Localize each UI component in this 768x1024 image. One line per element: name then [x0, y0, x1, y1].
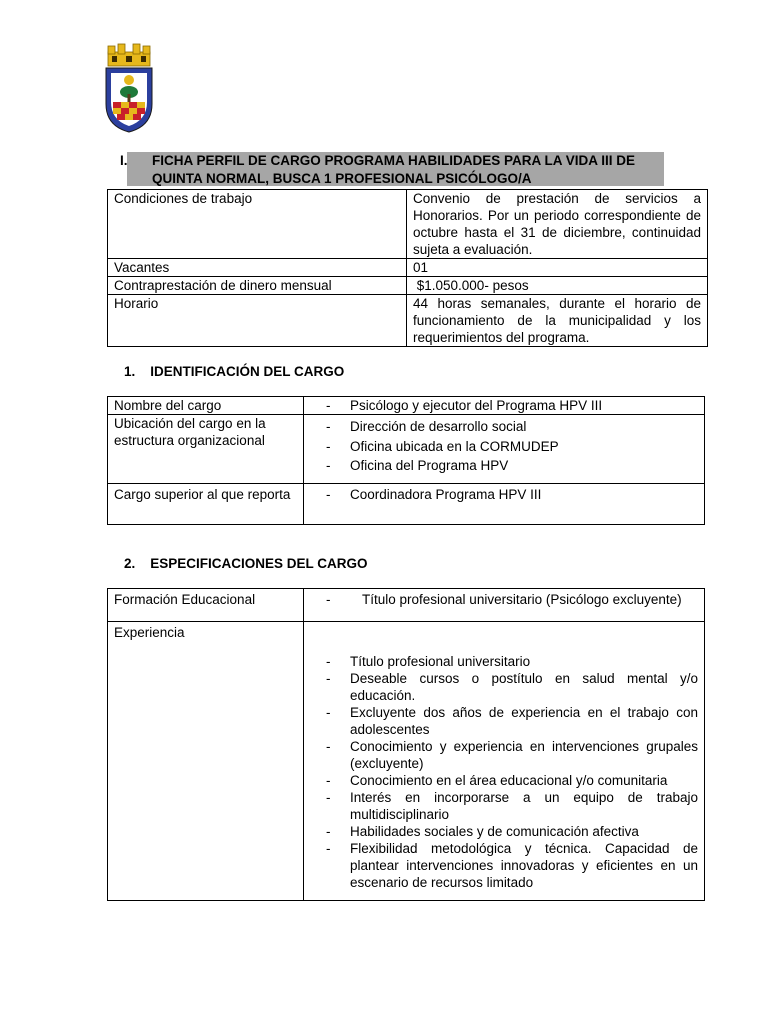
condition-label: Contraprestación de dinero mensual — [108, 277, 407, 295]
table-row — [108, 259, 708, 277]
table-row — [108, 415, 705, 484]
specifications-table — [107, 588, 705, 901]
field-list — [304, 417, 704, 476]
condition-value: Convenio de prestación de servicios a Honorarios. Por un periodo correspondiente de octubre hasta el 31 de diciembre, continuidad sujeta a evaluación. — [407, 190, 708, 259]
list-item: - Dirección de desarrollo social — [326, 419, 527, 434]
list-item: - Interés en incorporarse a un equipo de trabajo multidisciplinario — [326, 790, 698, 822]
list-item: - Habilidades sociales y de comunicación afectiva — [326, 824, 639, 839]
condition-label: Condiciones de trabajo — [108, 190, 407, 259]
field-list — [304, 397, 704, 414]
title-number: I. — [120, 153, 128, 168]
field-list — [304, 486, 704, 503]
identification-table — [107, 396, 705, 525]
title-line-2: QUINTA NORMAL, BUSCA 1 PROFESIONAL PSICÓLOGO/A — [152, 171, 532, 186]
condition-value: 01 — [407, 259, 708, 277]
list-item: - Conocimiento en el área educacional y/o comunitaria — [326, 773, 668, 788]
table-row — [108, 190, 708, 259]
table-row — [108, 622, 705, 901]
list-item: - Psicólogo y ejecutor del Programa HPV III — [326, 398, 603, 413]
condition-value: 44 horas semanales, durante el horario de funcionamiento de la municipalidad y los requerimientos del programa. — [407, 295, 708, 347]
list-item: - Oficina ubicada en la CORMUDEP — [326, 438, 559, 454]
list-item: - Título profesional universitario (Psicólogo excluyente) — [326, 592, 682, 607]
field-label: Cargo superior al que reporta — [108, 484, 304, 525]
conditions-table — [107, 189, 708, 347]
field-label: Ubicación del cargo en la estructura organizacional — [108, 415, 304, 484]
field-list — [304, 591, 704, 608]
table-row — [108, 277, 708, 295]
condition-label: Vacantes — [108, 259, 407, 277]
section-1-heading: 1. IDENTIFICACIÓN DEL CARGO — [124, 364, 345, 379]
field-label: Nombre del cargo — [108, 397, 304, 415]
field-label: Experiencia — [108, 622, 304, 901]
list-item: - Título profesional universitario — [326, 654, 531, 669]
municipal-coat-of-arms — [104, 42, 154, 134]
list-item: - Conocimiento y experiencia en intervenciones grupales (excluyente) — [326, 739, 698, 771]
table-row — [108, 397, 705, 415]
field-list — [304, 653, 698, 891]
list-item: - Coordinadora Programa HPV III — [326, 487, 542, 502]
list-item: - Oficina del Programa HPV — [326, 458, 509, 473]
list-item: - Excluyente dos años de experiencia en el trabajo con adolescentes — [326, 705, 698, 737]
title-line-1: FICHA PERFIL DE CARGO PROGRAMA HABILIDADES PARA LA VIDA III DE — [152, 153, 636, 168]
field-label: Formación Educacional — [108, 589, 304, 622]
section-2-heading: 2. ESPECIFICACIONES DEL CARGO — [124, 556, 368, 571]
table-row — [108, 484, 705, 525]
list-item: - Deseable cursos o postítulo en salud mental y/o educación. — [326, 671, 698, 703]
table-row — [108, 295, 708, 347]
condition-label: Horario — [108, 295, 407, 347]
list-item: - Flexibilidad metodológica y técnica. Capacidad de plantear intervenciones innovadoras y eficientes en un escenario de recursos limitado — [326, 841, 698, 890]
condition-value: $1.050.000- pesos — [407, 277, 708, 295]
table-row — [108, 589, 705, 622]
